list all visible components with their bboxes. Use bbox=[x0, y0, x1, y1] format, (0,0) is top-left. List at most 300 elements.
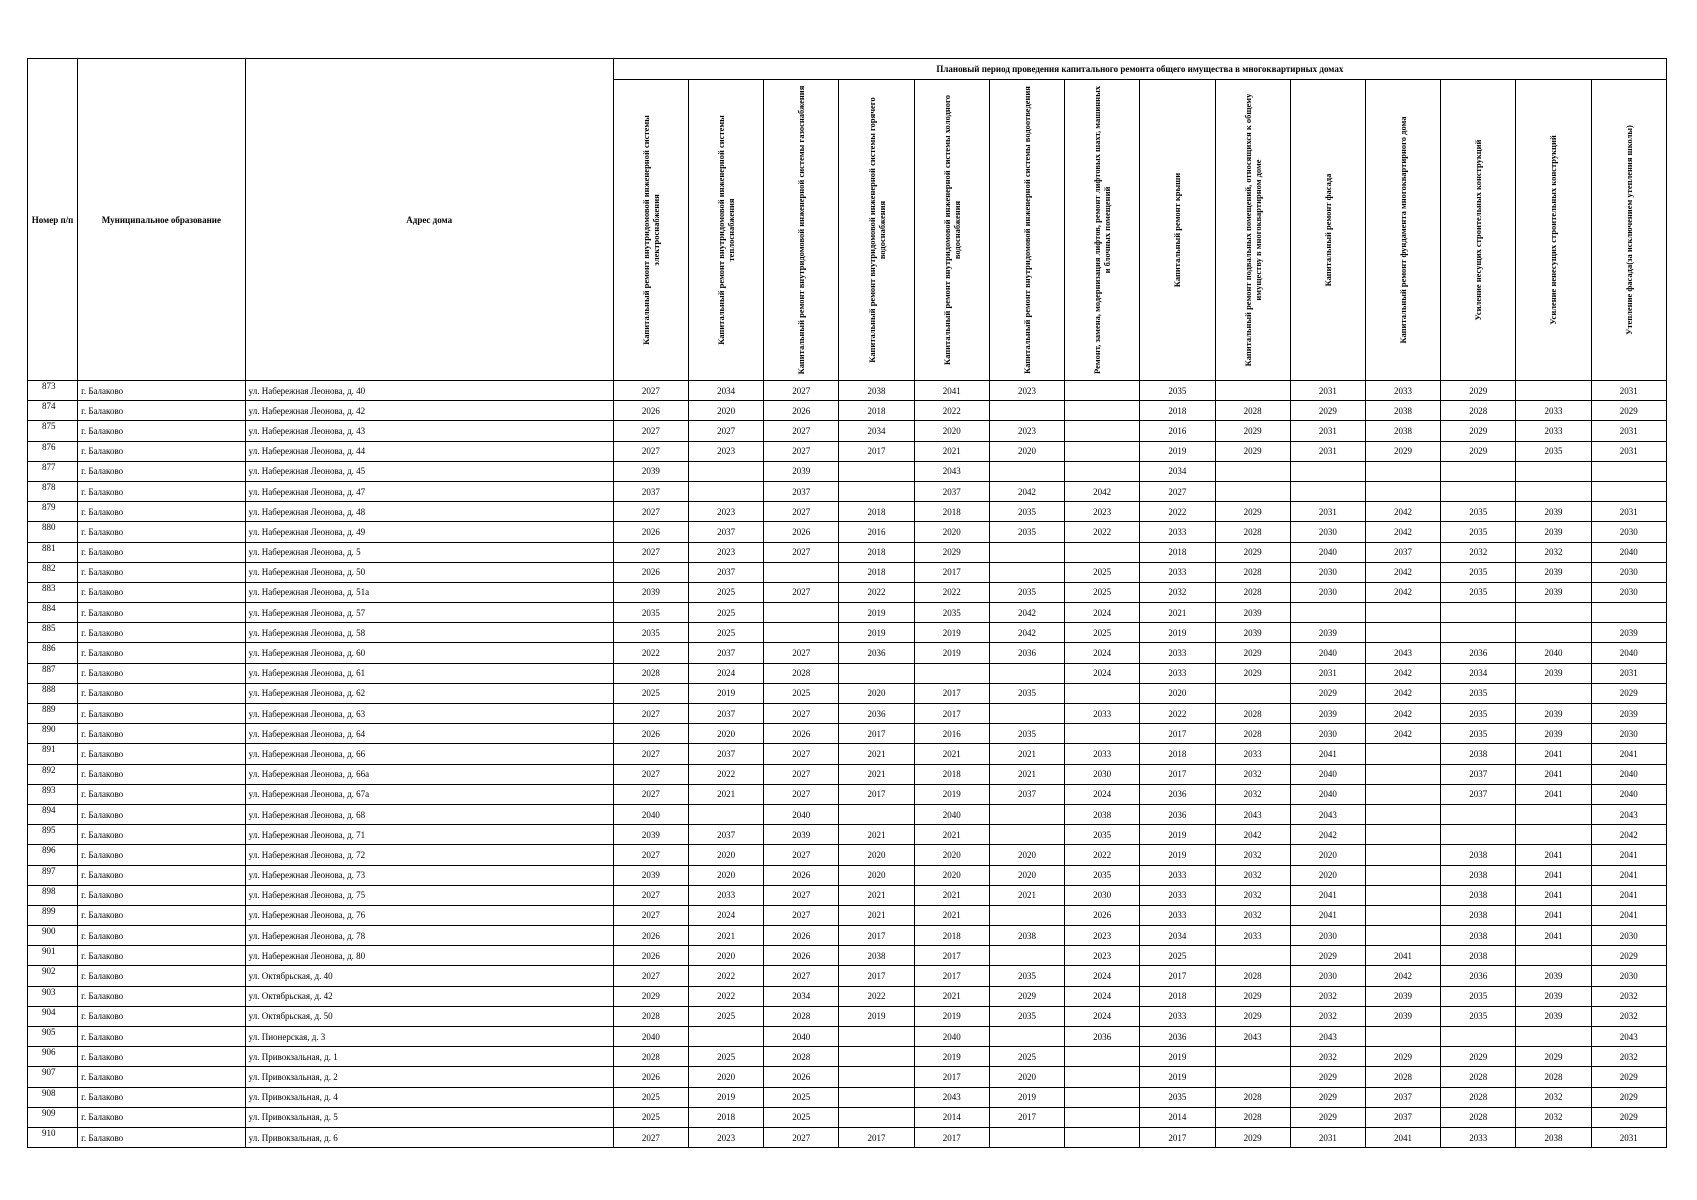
row-municipality: г. Балаково bbox=[78, 542, 246, 562]
row-year-cell: 2028 bbox=[764, 663, 839, 683]
header-col-7 bbox=[1065, 80, 1140, 381]
row-year-cell: 2027 bbox=[764, 845, 839, 865]
row-year-cell: 2026 bbox=[764, 522, 839, 542]
row-year-cell: 2040 bbox=[764, 804, 839, 824]
row-year-cell: 2014 bbox=[1140, 1107, 1215, 1127]
row-year-cell bbox=[764, 562, 839, 582]
table-row bbox=[28, 1047, 1667, 1067]
row-year-cell: 2039 bbox=[613, 461, 688, 481]
row-year-cell bbox=[989, 825, 1064, 845]
row-year-cell: 2031 bbox=[1290, 663, 1365, 683]
row-year-cell: 2029 bbox=[613, 986, 688, 1006]
row-year-cell: 2036 bbox=[989, 643, 1064, 663]
row-year-cell: 2033 bbox=[1140, 885, 1215, 905]
header-period: Плановый период проведения капитального ремонта общего имущества в многоквартирных домах bbox=[613, 59, 1666, 80]
row-year-cell: 2026 bbox=[613, 724, 688, 744]
row-municipality: г. Балаково bbox=[78, 724, 246, 744]
row-year-cell: 2017 bbox=[1140, 1127, 1215, 1147]
row-year-cell: 2029 bbox=[914, 542, 989, 562]
row-year-cell: 2037 bbox=[764, 481, 839, 501]
row-municipality: г. Балаково bbox=[78, 966, 246, 986]
row-number: 910 bbox=[28, 1127, 78, 1147]
row-year-cell: 2029 bbox=[1591, 1107, 1666, 1127]
row-year-cell: 2027 bbox=[688, 421, 763, 441]
row-year-cell: 2019 bbox=[839, 623, 914, 643]
row-year-cell: 2035 bbox=[613, 603, 688, 623]
row-year-cell bbox=[1365, 784, 1440, 804]
table-row bbox=[28, 845, 1667, 865]
row-year-cell bbox=[1591, 481, 1666, 501]
row-year-cell: 2041 bbox=[1365, 946, 1440, 966]
row-year-cell: 2041 bbox=[1290, 885, 1365, 905]
row-address: ул. Пионерская, д. 3 bbox=[245, 1027, 613, 1047]
row-year-cell: 2033 bbox=[1140, 562, 1215, 582]
row-year-cell: 2032 bbox=[1591, 1047, 1666, 1067]
row-year-cell: 2029 bbox=[1290, 1067, 1365, 1087]
row-year-cell: 2021 bbox=[688, 784, 763, 804]
row-year-cell: 2021 bbox=[1140, 603, 1215, 623]
row-year-cell: 2016 bbox=[914, 724, 989, 744]
row-year-cell: 2019 bbox=[914, 1006, 989, 1026]
table-row bbox=[28, 582, 1667, 602]
row-year-cell: 2038 bbox=[1441, 865, 1516, 885]
row-year-cell: 2042 bbox=[1290, 825, 1365, 845]
row-year-cell: 2039 bbox=[613, 865, 688, 885]
row-year-cell: 2021 bbox=[989, 744, 1064, 764]
row-municipality: г. Балаково bbox=[78, 663, 246, 683]
header-col-12 bbox=[1441, 80, 1516, 381]
row-year-cell: 2043 bbox=[1215, 1027, 1290, 1047]
table-row bbox=[28, 1006, 1667, 1026]
row-year-cell bbox=[989, 401, 1064, 421]
row-year-cell: 2025 bbox=[613, 683, 688, 703]
row-year-cell: 2028 bbox=[1215, 582, 1290, 602]
row-municipality: г. Балаково bbox=[78, 1047, 246, 1067]
row-year-cell: 2038 bbox=[989, 926, 1064, 946]
header-municipality: Муниципальное образование bbox=[78, 59, 246, 381]
row-year-cell bbox=[839, 1047, 914, 1067]
row-year-cell: 2042 bbox=[1365, 502, 1440, 522]
row-address: ул. Набережная Леонова, д. 57 bbox=[245, 603, 613, 623]
row-year-cell: 2021 bbox=[914, 744, 989, 764]
row-year-cell: 2017 bbox=[839, 1127, 914, 1147]
row-year-cell: 2037 bbox=[914, 481, 989, 501]
row-year-cell: 2040 bbox=[1290, 764, 1365, 784]
row-year-cell: 2027 bbox=[764, 441, 839, 461]
table-row bbox=[28, 1087, 1667, 1107]
row-year-cell: 2039 bbox=[1516, 582, 1591, 602]
row-year-cell: 2029 bbox=[1215, 986, 1290, 1006]
row-number: 882 bbox=[28, 562, 78, 582]
row-year-cell: 2039 bbox=[1365, 986, 1440, 1006]
row-number: 899 bbox=[28, 905, 78, 925]
row-municipality: г. Балаково bbox=[78, 845, 246, 865]
row-year-cell: 2041 bbox=[1516, 905, 1591, 925]
row-year-cell: 2040 bbox=[914, 1027, 989, 1047]
row-year-cell: 2040 bbox=[914, 804, 989, 824]
row-year-cell: 2014 bbox=[914, 1107, 989, 1127]
row-year-cell: 2032 bbox=[1441, 542, 1516, 562]
row-number: 879 bbox=[28, 502, 78, 522]
row-year-cell: 2027 bbox=[764, 784, 839, 804]
row-year-cell bbox=[1065, 441, 1140, 461]
row-year-cell: 2040 bbox=[1290, 643, 1365, 663]
row-year-cell: 2022 bbox=[688, 966, 763, 986]
row-year-cell: 2027 bbox=[1140, 481, 1215, 501]
row-municipality: г. Балаково bbox=[78, 643, 246, 663]
row-year-cell: 2029 bbox=[1215, 1006, 1290, 1026]
row-year-cell: 2035 bbox=[1441, 562, 1516, 582]
row-year-cell: 2029 bbox=[989, 986, 1064, 1006]
row-year-cell: 2037 bbox=[688, 704, 763, 724]
row-address: ул. Привокзальная, д. 4 bbox=[245, 1087, 613, 1107]
row-year-cell: 2042 bbox=[1215, 825, 1290, 845]
row-year-cell: 2037 bbox=[688, 825, 763, 845]
row-year-cell: 2026 bbox=[613, 1067, 688, 1087]
row-year-cell: 2019 bbox=[914, 784, 989, 804]
row-year-cell: 2022 bbox=[688, 986, 763, 1006]
row-year-cell bbox=[1065, 1067, 1140, 1087]
row-year-cell bbox=[989, 1027, 1064, 1047]
row-year-cell: 2019 bbox=[688, 1087, 763, 1107]
row-year-cell bbox=[1290, 603, 1365, 623]
row-year-cell bbox=[989, 704, 1064, 724]
row-year-cell bbox=[1441, 461, 1516, 481]
row-year-cell: 2037 bbox=[989, 784, 1064, 804]
row-year-cell: 2029 bbox=[1516, 1047, 1591, 1067]
row-year-cell: 2039 bbox=[1290, 623, 1365, 643]
row-year-cell: 2017 bbox=[914, 966, 989, 986]
row-year-cell: 2035 bbox=[989, 582, 1064, 602]
row-year-cell: 2042 bbox=[989, 481, 1064, 501]
row-year-cell: 2040 bbox=[1591, 542, 1666, 562]
row-year-cell: 2027 bbox=[764, 764, 839, 784]
row-municipality: г. Балаково bbox=[78, 401, 246, 421]
row-address: ул. Набережная Леонова, д. 50 bbox=[245, 562, 613, 582]
row-municipality: г. Балаково bbox=[78, 683, 246, 703]
row-year-cell: 2041 bbox=[1591, 744, 1666, 764]
row-year-cell: 2041 bbox=[1516, 926, 1591, 946]
row-year-cell: 2039 bbox=[1516, 1006, 1591, 1026]
row-year-cell: 2020 bbox=[688, 724, 763, 744]
row-year-cell: 2037 bbox=[613, 481, 688, 501]
table-row bbox=[28, 562, 1667, 582]
row-year-cell: 2033 bbox=[1065, 744, 1140, 764]
header-col-label: Капитальный ремонт подвальных помещений, относящихся к общему имуществу в многоквартирном доме bbox=[1242, 93, 1263, 367]
row-address: ул. Привокзальная, д. 6 bbox=[245, 1127, 613, 1147]
row-year-cell: 2030 bbox=[1591, 562, 1666, 582]
header-col-label: Капитальный ремонт внутридомовой инженерной системы водоотведения bbox=[1021, 86, 1032, 374]
row-address: ул. Набережная Леонова, д. 60 bbox=[245, 643, 613, 663]
row-municipality: г. Балаково bbox=[78, 1107, 246, 1127]
row-year-cell bbox=[1365, 804, 1440, 824]
row-year-cell: 2041 bbox=[1516, 865, 1591, 885]
row-year-cell: 2040 bbox=[764, 1027, 839, 1047]
header-num: Номер п/п bbox=[28, 59, 78, 381]
row-year-cell: 2027 bbox=[764, 966, 839, 986]
row-year-cell bbox=[839, 1107, 914, 1127]
row-year-cell: 2026 bbox=[1065, 905, 1140, 925]
row-year-cell: 2039 bbox=[1516, 522, 1591, 542]
row-year-cell: 2020 bbox=[989, 1067, 1064, 1087]
header-col-label: Капитальный ремонт внутридомовой инженерной системы горячего водоснабжения bbox=[866, 97, 887, 363]
row-year-cell: 2033 bbox=[1140, 643, 1215, 663]
row-year-cell: 2028 bbox=[613, 1006, 688, 1026]
row-year-cell: 2041 bbox=[914, 381, 989, 401]
row-year-cell: 2032 bbox=[1290, 1047, 1365, 1067]
row-year-cell: 2041 bbox=[1290, 905, 1365, 925]
row-number: 886 bbox=[28, 643, 78, 663]
row-year-cell bbox=[688, 1027, 763, 1047]
row-municipality: г. Балаково bbox=[78, 704, 246, 724]
row-year-cell: 2041 bbox=[1591, 865, 1666, 885]
row-year-cell: 2021 bbox=[989, 885, 1064, 905]
row-municipality: г. Балаково bbox=[78, 764, 246, 784]
row-year-cell bbox=[1591, 603, 1666, 623]
row-address: ул. Набережная Леонова, д. 76 bbox=[245, 905, 613, 925]
header-col-label: Утепление фасада(за исключением утепления школы) bbox=[1623, 125, 1634, 335]
row-year-cell: 2031 bbox=[1591, 502, 1666, 522]
row-address: ул. Набережная Леонова, д. 61 bbox=[245, 663, 613, 683]
row-year-cell: 2023 bbox=[989, 381, 1064, 401]
row-number: 901 bbox=[28, 946, 78, 966]
row-year-cell: 2041 bbox=[1591, 905, 1666, 925]
row-year-cell: 2029 bbox=[1591, 1067, 1666, 1087]
row-year-cell: 2036 bbox=[1140, 784, 1215, 804]
table-row bbox=[28, 623, 1667, 643]
row-municipality: г. Балаково bbox=[78, 502, 246, 522]
row-year-cell: 2032 bbox=[1591, 1006, 1666, 1026]
row-year-cell bbox=[1365, 744, 1440, 764]
row-year-cell: 2041 bbox=[1516, 764, 1591, 784]
row-year-cell: 2039 bbox=[764, 825, 839, 845]
row-year-cell bbox=[1365, 623, 1440, 643]
row-year-cell: 2029 bbox=[1215, 663, 1290, 683]
row-year-cell: 2035 bbox=[989, 966, 1064, 986]
row-year-cell: 2042 bbox=[1365, 582, 1440, 602]
row-address: ул. Набережная Леонова, д. 40 bbox=[245, 381, 613, 401]
row-year-cell: 2022 bbox=[613, 643, 688, 663]
row-year-cell bbox=[1215, 381, 1290, 401]
row-year-cell: 2026 bbox=[764, 946, 839, 966]
table-row bbox=[28, 704, 1667, 724]
row-year-cell bbox=[839, 461, 914, 481]
row-year-cell: 2020 bbox=[914, 865, 989, 885]
row-year-cell: 2019 bbox=[1140, 441, 1215, 461]
row-year-cell: 2036 bbox=[1140, 804, 1215, 824]
row-year-cell: 2036 bbox=[839, 643, 914, 663]
row-municipality: г. Балаково bbox=[78, 421, 246, 441]
header-col-label: Капитальный ремонт фундамента многоквартирного дома bbox=[1398, 116, 1409, 344]
row-year-cell: 2027 bbox=[613, 381, 688, 401]
row-year-cell: 2028 bbox=[1215, 1107, 1290, 1127]
row-year-cell bbox=[989, 562, 1064, 582]
table-row bbox=[28, 865, 1667, 885]
row-year-cell: 2028 bbox=[1215, 704, 1290, 724]
row-year-cell: 2025 bbox=[688, 1006, 763, 1026]
row-address: ул. Привокзальная, д. 5 bbox=[245, 1107, 613, 1127]
row-year-cell: 2029 bbox=[1591, 401, 1666, 421]
row-year-cell bbox=[1365, 926, 1440, 946]
row-year-cell: 2032 bbox=[1290, 1006, 1365, 1026]
row-year-cell: 2025 bbox=[1065, 582, 1140, 602]
row-year-cell: 2028 bbox=[1441, 1067, 1516, 1087]
row-year-cell: 2025 bbox=[688, 582, 763, 602]
table-row bbox=[28, 946, 1667, 966]
row-municipality: г. Балаково bbox=[78, 946, 246, 966]
row-year-cell: 2042 bbox=[1365, 663, 1440, 683]
row-year-cell: 2020 bbox=[839, 845, 914, 865]
row-year-cell: 2019 bbox=[1140, 845, 1215, 865]
row-year-cell: 2023 bbox=[1065, 946, 1140, 966]
row-year-cell: 2029 bbox=[1365, 1047, 1440, 1067]
row-year-cell bbox=[1441, 1027, 1516, 1047]
row-year-cell: 2022 bbox=[914, 401, 989, 421]
row-year-cell: 2030 bbox=[1591, 582, 1666, 602]
row-year-cell: 2031 bbox=[1591, 663, 1666, 683]
row-year-cell: 2029 bbox=[1215, 643, 1290, 663]
row-year-cell: 2031 bbox=[1591, 381, 1666, 401]
row-year-cell: 2039 bbox=[1516, 704, 1591, 724]
table-row bbox=[28, 1027, 1667, 1047]
row-year-cell bbox=[1065, 1047, 1140, 1067]
row-year-cell: 2039 bbox=[1516, 663, 1591, 683]
row-year-cell bbox=[839, 1027, 914, 1047]
row-year-cell: 2035 bbox=[1441, 986, 1516, 1006]
row-number: 907 bbox=[28, 1067, 78, 1087]
row-year-cell: 2021 bbox=[839, 744, 914, 764]
row-address: ул. Набережная Леонова, д. 66 bbox=[245, 744, 613, 764]
row-year-cell: 2027 bbox=[613, 845, 688, 865]
row-year-cell: 2017 bbox=[1140, 764, 1215, 784]
row-year-cell: 2024 bbox=[1065, 784, 1140, 804]
row-year-cell: 2020 bbox=[989, 441, 1064, 461]
row-year-cell bbox=[1516, 825, 1591, 845]
row-year-cell: 2033 bbox=[1215, 926, 1290, 946]
row-year-cell bbox=[1516, 1027, 1591, 1047]
row-year-cell: 2037 bbox=[688, 522, 763, 542]
row-municipality: г. Балаково bbox=[78, 804, 246, 824]
row-address: ул. Набережная Леонова, д. 62 bbox=[245, 683, 613, 703]
row-year-cell: 2024 bbox=[688, 663, 763, 683]
row-year-cell bbox=[1441, 804, 1516, 824]
row-year-cell bbox=[1365, 845, 1440, 865]
row-year-cell: 2038 bbox=[1365, 421, 1440, 441]
header-col-8 bbox=[1140, 80, 1215, 381]
row-year-cell: 2027 bbox=[764, 421, 839, 441]
row-municipality: г. Балаково bbox=[78, 885, 246, 905]
row-year-cell: 2027 bbox=[613, 502, 688, 522]
row-year-cell: 2035 bbox=[1441, 704, 1516, 724]
row-year-cell: 2041 bbox=[1591, 845, 1666, 865]
table-row bbox=[28, 986, 1667, 1006]
table-row bbox=[28, 441, 1667, 461]
row-year-cell bbox=[1516, 381, 1591, 401]
row-year-cell: 2029 bbox=[1591, 1087, 1666, 1107]
row-address: ул. Набережная Леонова, д. 73 bbox=[245, 865, 613, 885]
row-year-cell: 2035 bbox=[914, 603, 989, 623]
header-col-label: Капитальный ремонт внутридомовой инженерной системы холодного водоснабжения bbox=[941, 95, 962, 365]
row-year-cell: 2040 bbox=[1516, 643, 1591, 663]
header-col-label: Капитальный ремонт внутридомовой инженерной системы электроснабжения bbox=[640, 115, 661, 345]
row-year-cell: 2016 bbox=[1140, 421, 1215, 441]
row-year-cell: 2032 bbox=[1290, 986, 1365, 1006]
row-address: ул. Набережная Леонова, д. 64 bbox=[245, 724, 613, 744]
row-year-cell: 2027 bbox=[613, 784, 688, 804]
row-year-cell: 2027 bbox=[613, 905, 688, 925]
table-row bbox=[28, 1067, 1667, 1087]
header-col-label: Ремонт, замена, модернизация лифтов, ремонт лифтовых шахт, машинных и блочных помещений bbox=[1092, 86, 1113, 374]
row-municipality: г. Балаково bbox=[78, 461, 246, 481]
row-municipality: г. Балаково bbox=[78, 986, 246, 1006]
row-address: ул. Набережная Леонова, д. 80 bbox=[245, 946, 613, 966]
row-year-cell: 2026 bbox=[764, 926, 839, 946]
row-year-cell: 2043 bbox=[1215, 804, 1290, 824]
row-year-cell: 2035 bbox=[989, 522, 1064, 542]
row-number: 893 bbox=[28, 784, 78, 804]
row-year-cell: 2020 bbox=[688, 865, 763, 885]
table-row bbox=[28, 481, 1667, 501]
row-year-cell: 2025 bbox=[1065, 562, 1140, 582]
row-year-cell: 2038 bbox=[839, 381, 914, 401]
row-year-cell bbox=[1365, 865, 1440, 885]
row-year-cell: 2039 bbox=[1215, 623, 1290, 643]
row-address: ул. Набережная Леонова, д. 58 bbox=[245, 623, 613, 643]
row-year-cell: 2026 bbox=[613, 401, 688, 421]
row-year-cell: 2039 bbox=[764, 461, 839, 481]
row-year-cell: 2023 bbox=[989, 421, 1064, 441]
row-number: 892 bbox=[28, 764, 78, 784]
row-year-cell: 2033 bbox=[1215, 744, 1290, 764]
row-year-cell: 2029 bbox=[1215, 542, 1290, 562]
row-year-cell: 2029 bbox=[1441, 441, 1516, 461]
header-col-label: Капитальный ремонт фасада bbox=[1322, 173, 1333, 287]
row-number: 876 bbox=[28, 441, 78, 461]
table-row bbox=[28, 542, 1667, 562]
table-row bbox=[28, 381, 1667, 401]
row-year-cell bbox=[1215, 461, 1290, 481]
row-year-cell bbox=[1516, 946, 1591, 966]
row-year-cell: 2042 bbox=[989, 623, 1064, 643]
row-municipality: г. Балаково bbox=[78, 865, 246, 885]
row-year-cell: 2043 bbox=[1591, 1027, 1666, 1047]
row-year-cell: 2031 bbox=[1290, 441, 1365, 461]
row-year-cell: 2018 bbox=[1140, 986, 1215, 1006]
row-municipality: г. Балаково bbox=[78, 582, 246, 602]
row-year-cell: 2032 bbox=[1215, 784, 1290, 804]
row-municipality: г. Балаково bbox=[78, 1027, 246, 1047]
row-address: ул. Октябрьская, д. 50 bbox=[245, 1006, 613, 1026]
row-year-cell: 2017 bbox=[839, 441, 914, 461]
row-address: ул. Привокзальная, д. 2 bbox=[245, 1067, 613, 1087]
row-municipality: г. Балаково bbox=[78, 562, 246, 582]
row-municipality: г. Балаково bbox=[78, 603, 246, 623]
row-year-cell: 2022 bbox=[1065, 845, 1140, 865]
row-year-cell: 2026 bbox=[613, 946, 688, 966]
row-year-cell bbox=[989, 1127, 1064, 1147]
row-year-cell: 2025 bbox=[688, 623, 763, 643]
row-year-cell bbox=[989, 542, 1064, 562]
row-year-cell: 2032 bbox=[1215, 764, 1290, 784]
row-year-cell: 2039 bbox=[1591, 623, 1666, 643]
header-col-2 bbox=[688, 80, 763, 381]
row-municipality: г. Балаково bbox=[78, 481, 246, 501]
row-municipality: г. Балаково bbox=[78, 784, 246, 804]
row-year-cell: 2019 bbox=[1140, 623, 1215, 643]
row-year-cell bbox=[1065, 461, 1140, 481]
row-year-cell bbox=[1365, 825, 1440, 845]
row-year-cell: 2029 bbox=[1290, 946, 1365, 966]
